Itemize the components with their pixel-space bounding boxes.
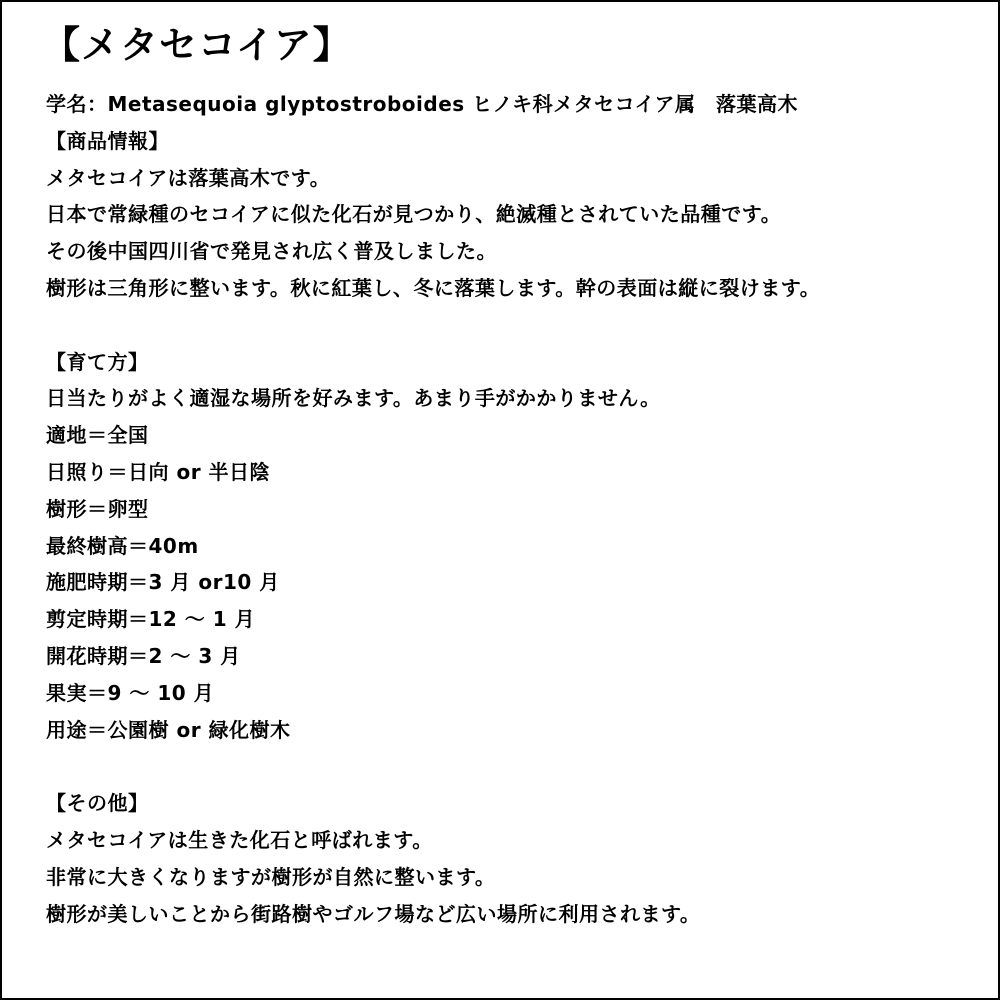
section-heading-other: 【その他】 <box>46 791 149 816</box>
text-line: その後中国四川省で発見され広く普及しました。 <box>46 239 497 264</box>
spec-line-final-height: 最終樹高＝40m <box>46 533 199 558</box>
blank-line <box>46 748 976 785</box>
page-title: 【メタセコイア】 <box>42 23 352 67</box>
spec-line-flowering: 開花時期＝2 ～ 3 月 <box>46 643 241 668</box>
text-line: メタセコイアは落葉高木です。 <box>46 165 331 190</box>
section-heading-product-info: 【商品情報】 <box>46 128 169 153</box>
spec-line-suitable-area: 適地＝全国 <box>46 423 149 448</box>
text-line: 樹形が美しいことから街路樹やゴルフ場など広い場所に利用されます。 <box>46 901 701 926</box>
spec-line-tree-shape: 樹形＝卵型 <box>46 496 149 521</box>
text-line: 樹形は三角形に整います。秋に紅葉し、冬に落葉します。幹の表面は縦に裂けます。 <box>46 275 821 300</box>
spec-line-fertilizing: 施肥時期＝3 月 or10 月 <box>46 570 280 595</box>
blank-line <box>46 307 976 344</box>
section-heading-care: 【育て方】 <box>46 349 149 374</box>
spec-line-sunlight: 日照り＝日向 or 半日陰 <box>46 459 271 484</box>
spec-line-pruning: 剪定時期＝12 ～ 1 月 <box>46 607 256 632</box>
description-body <box>46 86 976 932</box>
text-line: 非常に大きくなりますが樹形が自然に整います。 <box>46 864 496 889</box>
text-line: 日当たりがよく適湿な場所を好みます。あまり手がかかりません。 <box>46 386 661 411</box>
spec-line-fruit: 果実＝9 ～ 10 月 <box>46 680 215 705</box>
text-line: 日本で常緑種のセコイアに似た化石が見つかり、絶滅種とされていた品種です。 <box>46 202 782 227</box>
scientific-name-line: 学名：Metasequoia glyptostroboides ヒノキ科メタセコイア属 落葉高木 <box>46 92 798 116</box>
text-line: メタセコイアは生きた化石と呼ばれます。 <box>46 827 433 852</box>
spec-line-usage: 用途＝公園樹 or 緑化樹木 <box>46 717 291 742</box>
